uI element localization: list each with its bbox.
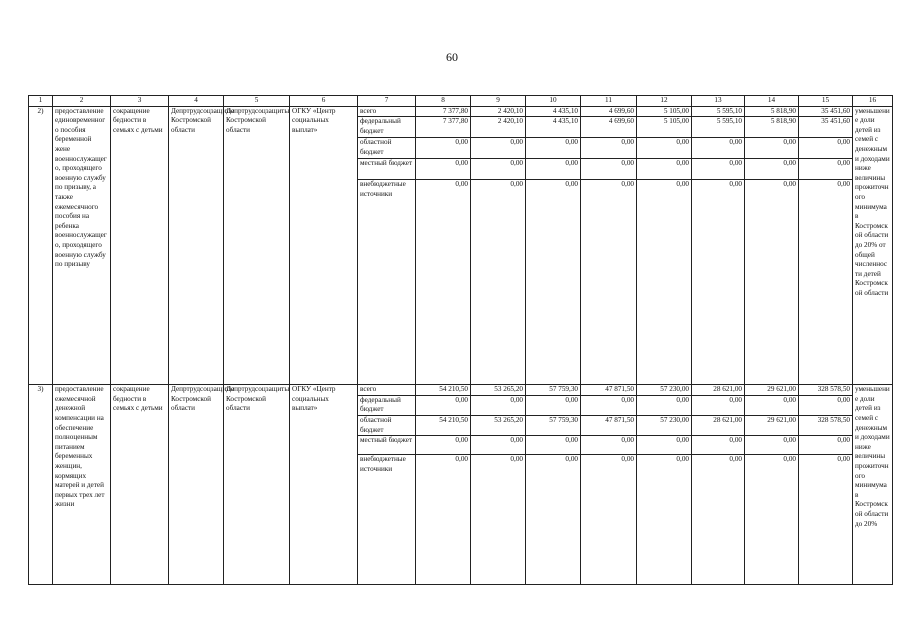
target-indicator: уменьшение доли детей из семей с денежными доходами ниже величины прожиточного минимума в Костромской области до 20% от общей численности детей Костромской области bbox=[853, 106, 893, 385]
funding-value: 5 595,10 bbox=[692, 106, 745, 117]
funding-value: 0,00 bbox=[745, 455, 799, 585]
column-number: 11 bbox=[581, 96, 637, 107]
funding-value: 0,00 bbox=[416, 180, 471, 385]
funding-value: 57 230,00 bbox=[637, 415, 692, 435]
funding-value: 0,00 bbox=[745, 180, 799, 385]
funding-value: 0,00 bbox=[692, 395, 745, 415]
column-number: 7 bbox=[358, 96, 416, 107]
funding-value: 328 578,50 bbox=[799, 415, 853, 435]
row-number: 3) bbox=[29, 385, 53, 585]
funding-value: 35 451,60 bbox=[799, 106, 853, 117]
funding-source: областной бюджет bbox=[358, 138, 416, 159]
funding-source: федеральный бюджет bbox=[358, 117, 416, 138]
column-number: 4 bbox=[169, 96, 224, 107]
funding-value: 0,00 bbox=[471, 436, 526, 455]
funding-value: 57 759,30 bbox=[526, 385, 581, 396]
measure-description: предоставление ежемесячной денежной компенсации на обеспечение полноценным питанием беременных женщин, кормящих матерей и детей первых трех лет жизни bbox=[53, 385, 111, 585]
column-number: 14 bbox=[745, 96, 799, 107]
column-number: 5 bbox=[224, 96, 290, 107]
co-executor: Депртрудсоцзащиты Костромской области bbox=[169, 106, 224, 385]
funding-value: 0,00 bbox=[471, 455, 526, 585]
funding-value: 0,00 bbox=[416, 159, 471, 180]
funding-value: 0,00 bbox=[526, 436, 581, 455]
funding-value: 0,00 bbox=[471, 180, 526, 385]
funding-value: 28 621,00 bbox=[692, 415, 745, 435]
funding-value: 0,00 bbox=[745, 159, 799, 180]
funding-value: 0,00 bbox=[637, 395, 692, 415]
column-number: 1 bbox=[29, 96, 53, 107]
funding-source: областной бюджет bbox=[358, 415, 416, 435]
funding-value: 0,00 bbox=[692, 436, 745, 455]
co-executor: Депртрудсоцзащиты Костромской области bbox=[169, 385, 224, 585]
measure-goal: сокращение бедности в семьях с детьми bbox=[111, 385, 169, 585]
funding-value: 0,00 bbox=[799, 436, 853, 455]
funding-value: 0,00 bbox=[526, 395, 581, 415]
responsible-executor: Депртрудсоцзащиты Костромской области bbox=[224, 385, 290, 585]
funding-value: 0,00 bbox=[745, 436, 799, 455]
program-table bbox=[28, 95, 893, 585]
funding-value: 57 759,30 bbox=[526, 415, 581, 435]
funding-value: 29 621,00 bbox=[745, 385, 799, 396]
column-number: 13 bbox=[692, 96, 745, 107]
funding-value: 328 578,50 bbox=[799, 385, 853, 396]
column-number: 16 bbox=[853, 96, 893, 107]
funding-value: 47 871,50 bbox=[581, 385, 637, 396]
funding-value: 4 435,10 bbox=[526, 117, 581, 138]
executor-organization: ОГКУ «Центр социальных выплат» bbox=[290, 385, 358, 585]
funding-source: местный бюджет bbox=[358, 159, 416, 180]
header-row bbox=[29, 96, 893, 107]
funding-value: 4 699,60 bbox=[581, 106, 637, 117]
funding-value: 0,00 bbox=[692, 138, 745, 159]
page-number: 60 bbox=[446, 50, 458, 64]
funding-value: 0,00 bbox=[526, 180, 581, 385]
funding-value: 0,00 bbox=[416, 138, 471, 159]
funding-value: 4 435,10 bbox=[526, 106, 581, 117]
funding-value: 47 871,50 bbox=[581, 415, 637, 435]
funding-value: 0,00 bbox=[471, 159, 526, 180]
funding-source: внебюджетные источники bbox=[358, 455, 416, 585]
funding-source: всего bbox=[358, 106, 416, 117]
measure-description: предоставление единовременного пособия беременной жене военнослужащего, проходящего военную службу по призыву, а также ежемесячного пособия на ребенка военнослужащего, проходящего военную службу по призыву bbox=[53, 106, 111, 385]
funding-value: 0,00 bbox=[416, 436, 471, 455]
funding-value: 57 230,00 bbox=[637, 385, 692, 396]
funding-value: 5 105,00 bbox=[637, 106, 692, 117]
funding-value: 0,00 bbox=[526, 138, 581, 159]
funding-value: 0,00 bbox=[637, 159, 692, 180]
funding-value: 5 818,90 bbox=[745, 117, 799, 138]
funding-value: 0,00 bbox=[581, 395, 637, 415]
funding-value: 35 451,60 bbox=[799, 117, 853, 138]
table-row bbox=[29, 106, 893, 117]
funding-value: 0,00 bbox=[637, 138, 692, 159]
column-number: 3 bbox=[111, 96, 169, 107]
funding-value: 53 265,20 bbox=[471, 385, 526, 396]
responsible-executor: Депртрудсоцзащиты Костромской области bbox=[224, 106, 290, 385]
funding-value: 0,00 bbox=[637, 180, 692, 385]
funding-value: 0,00 bbox=[799, 180, 853, 385]
funding-value: 7 377,80 bbox=[416, 117, 471, 138]
funding-value: 5 595,10 bbox=[692, 117, 745, 138]
funding-value: 0,00 bbox=[799, 138, 853, 159]
funding-value: 0,00 bbox=[799, 395, 853, 415]
column-number: 9 bbox=[471, 96, 526, 107]
funding-value: 0,00 bbox=[471, 395, 526, 415]
funding-value: 0,00 bbox=[581, 159, 637, 180]
funding-value: 29 621,00 bbox=[745, 415, 799, 435]
funding-value: 0,00 bbox=[526, 455, 581, 585]
table-body bbox=[29, 96, 893, 585]
funding-value: 53 265,20 bbox=[471, 415, 526, 435]
funding-source: внебюджетные источники bbox=[358, 180, 416, 385]
funding-value: 7 377,80 bbox=[416, 106, 471, 117]
measure-goal: сокращение бедности в семьях с детьми bbox=[111, 106, 169, 385]
column-number: 10 bbox=[526, 96, 581, 107]
funding-value: 2 420,10 bbox=[471, 117, 526, 138]
funding-value: 0,00 bbox=[581, 138, 637, 159]
funding-value: 0,00 bbox=[745, 138, 799, 159]
funding-source: всего bbox=[358, 385, 416, 396]
funding-value: 0,00 bbox=[416, 455, 471, 585]
funding-source: местный бюджет bbox=[358, 436, 416, 455]
funding-value: 0,00 bbox=[581, 436, 637, 455]
column-number: 8 bbox=[416, 96, 471, 107]
target-indicator: уменьшение доли детей из семей с денежными доходами ниже величины прожиточного минимума в Костромской области до 20% bbox=[853, 385, 893, 585]
funding-value: 0,00 bbox=[692, 159, 745, 180]
table-row bbox=[29, 385, 893, 396]
funding-value: 0,00 bbox=[692, 455, 745, 585]
column-number: 6 bbox=[290, 96, 358, 107]
column-number: 12 bbox=[637, 96, 692, 107]
column-number: 2 bbox=[53, 96, 111, 107]
funding-value: 54 210,50 bbox=[416, 415, 471, 435]
funding-value: 0,00 bbox=[692, 180, 745, 385]
funding-value: 28 621,00 bbox=[692, 385, 745, 396]
column-number: 15 bbox=[799, 96, 853, 107]
funding-value: 0,00 bbox=[637, 436, 692, 455]
funding-value: 5 105,00 bbox=[637, 117, 692, 138]
row-number: 2) bbox=[29, 106, 53, 385]
funding-value: 0,00 bbox=[416, 395, 471, 415]
funding-value: 0,00 bbox=[526, 159, 581, 180]
funding-value: 0,00 bbox=[581, 180, 637, 385]
funding-value: 0,00 bbox=[581, 455, 637, 585]
funding-value: 2 420,10 bbox=[471, 106, 526, 117]
funding-value: 0,00 bbox=[637, 455, 692, 585]
executor-organization: ОГКУ «Центр социальных выплат» bbox=[290, 106, 358, 385]
funding-value: 0,00 bbox=[799, 455, 853, 585]
funding-value: 4 699,60 bbox=[581, 117, 637, 138]
funding-source: федеральный бюджет bbox=[358, 395, 416, 415]
funding-value: 54 210,50 bbox=[416, 385, 471, 396]
funding-value: 5 818,90 bbox=[745, 106, 799, 117]
funding-value: 0,00 bbox=[745, 395, 799, 415]
funding-value: 0,00 bbox=[471, 138, 526, 159]
funding-value: 0,00 bbox=[799, 159, 853, 180]
